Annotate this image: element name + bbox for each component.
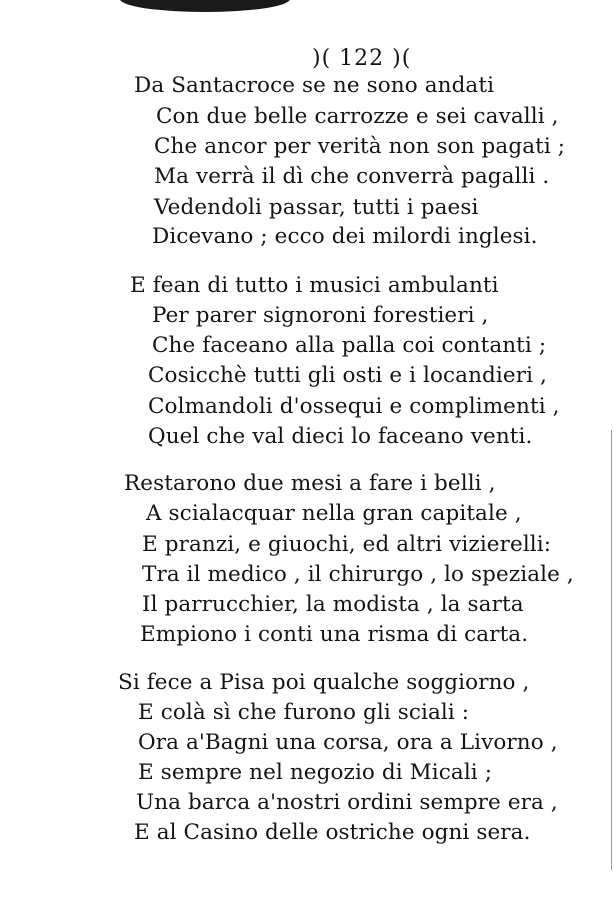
- verse-line: Restarono due mesi a fare i belli ,: [124, 471, 496, 496]
- verse-line: Vedendoli passar, tutti i paesi: [154, 195, 479, 220]
- page-edge-line: [611, 430, 612, 870]
- verse-line: Quel che val dieci lo faceano venti.: [148, 424, 533, 449]
- page-number: )( 122 )(: [312, 46, 412, 71]
- verse-line: E al Casino delle ostriche ogni sera.: [134, 820, 531, 845]
- verse-line: E colà sì che furono gli sciali :: [138, 700, 470, 725]
- verse-line: Per parer signoroni forestieri ,: [152, 303, 489, 328]
- verse-line: Cosicchè tutti gli osti e i locandieri ,: [148, 363, 547, 388]
- verse-line: Empiono i conti una risma di carta.: [140, 622, 529, 647]
- verse-line: E sempre nel negozio di Micali ;: [138, 760, 493, 785]
- verse-line: Che ancor per verità non son pagati ;: [154, 134, 566, 159]
- verse-line: A scialacquar nella gran capitale ,: [146, 501, 522, 526]
- verse-line: Il parrucchier, la modista , la sarta: [142, 592, 524, 617]
- verse-line: Si fece a Pisa poi qualche soggiorno ,: [118, 670, 530, 695]
- verse-line: Ma verrà il dì che converrà pagalli .: [154, 164, 550, 189]
- verse-line: Che faceano alla palla coi contanti ;: [152, 333, 547, 358]
- verse-line: Dicevano ; ecco dei milordi inglesi.: [152, 224, 538, 249]
- verse-line: Colmandoli d'ossequi e complimenti ,: [148, 394, 560, 419]
- verse-line: E fean di tutto i musici ambulanti: [130, 273, 499, 298]
- verse-line: Tra il medico , il chirurgo , lo speziale ,: [142, 562, 574, 587]
- verse-line: E pranzi, e giuochi, ed altri vizierelli:: [142, 532, 552, 557]
- verse-line: Ora a'Bagni una corsa, ora a Livorno ,: [138, 730, 558, 755]
- verse-line: Una barca a'nostri ordini sempre era ,: [136, 790, 558, 815]
- page-corner-shadow: [120, 0, 290, 12]
- verse-line: Da Santacroce se ne sono andati: [134, 73, 495, 98]
- verse-line: Con due belle carrozze e sei cavalli ,: [156, 104, 559, 129]
